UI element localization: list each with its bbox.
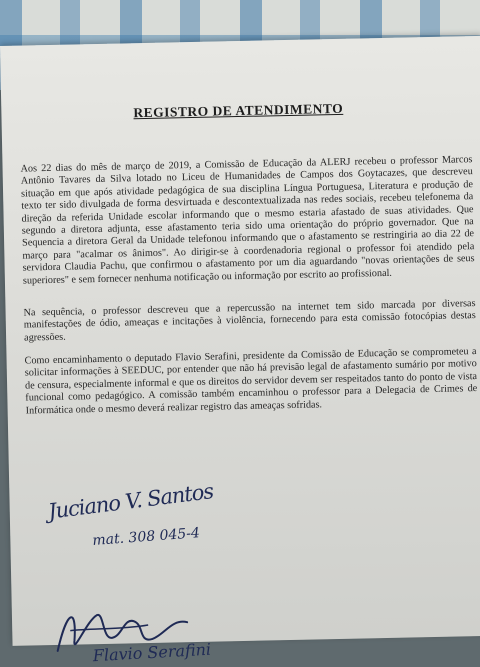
paragraph-2: Na sequência, o professor descreveu que a repercussão na internet tem sido marcada por diversas manifestações de ódio, ameaças e incitações à violência, fornecendo para esta comissão fotocópias destas agressões. — [23, 298, 476, 344]
document-title: REGISTRO DE ATENDIMENTO — [133, 100, 344, 121]
document-sheet — [0, 36, 480, 666]
handwritten-signature-1: Juciano V. Santos — [46, 479, 215, 524]
handwritten-name-2: Flavio Serafini — [92, 639, 212, 666]
paragraph-3: Como encaminhamento o deputado Flavio Serafini, presidente da Comissão de Educação se comprometeu a solicitar informações à SEEDUC, por entender que não há previsão legal de afastamento sumário por motivo de censura, especialmente informal e que os direitos do servidor devem ser respeitados tanto do ponto de vista funcional como pedagógico. A comissão também encaminhou o professor para a Delegacia de Crimes de Informática onde o mesmo deverá realizar registro das ameaças sofridas. — [24, 346, 478, 417]
handwritten-registration-number: mat. 308 045-4 — [91, 525, 201, 549]
paragraph-1: Aos 22 dias do mês de março de 2019, a Comissão de Educação da ALERJ recebeu o professor Marcos Antônio Tavares da Silva lotado no Liceu de Humanidades de Campos dos Goytacazes, que descreveu situação em que após atividade pedagógica de sua disciplina Língua Portuguesa, Literatura e produção de texto ter sido divulgada de forma desvirtuada e descontextualizada nas redes sociais, recebeu telefonema da direção da referida Unidade escolar informando que o mesmo estaria afastado de suas atividades. Que segundo a diretora adjunta, esse afastamento teria sido uma orientação do próprio governador. Que na Sequencia a diretora Geral da Unidade telefonou informando que o afastamento se restringiria ao dia 22 de março para "acalmar os ânimos". Ao dirigir-se à coordenadoria regional o professor foi atendido pela servidora Claudia Pachu, que confirmou o afastamento por um dia aguardando "novas orientações de seus superiores" e sem fornecer nenhuma notificação ou informação por escrito ao profissional. — [20, 154, 475, 287]
